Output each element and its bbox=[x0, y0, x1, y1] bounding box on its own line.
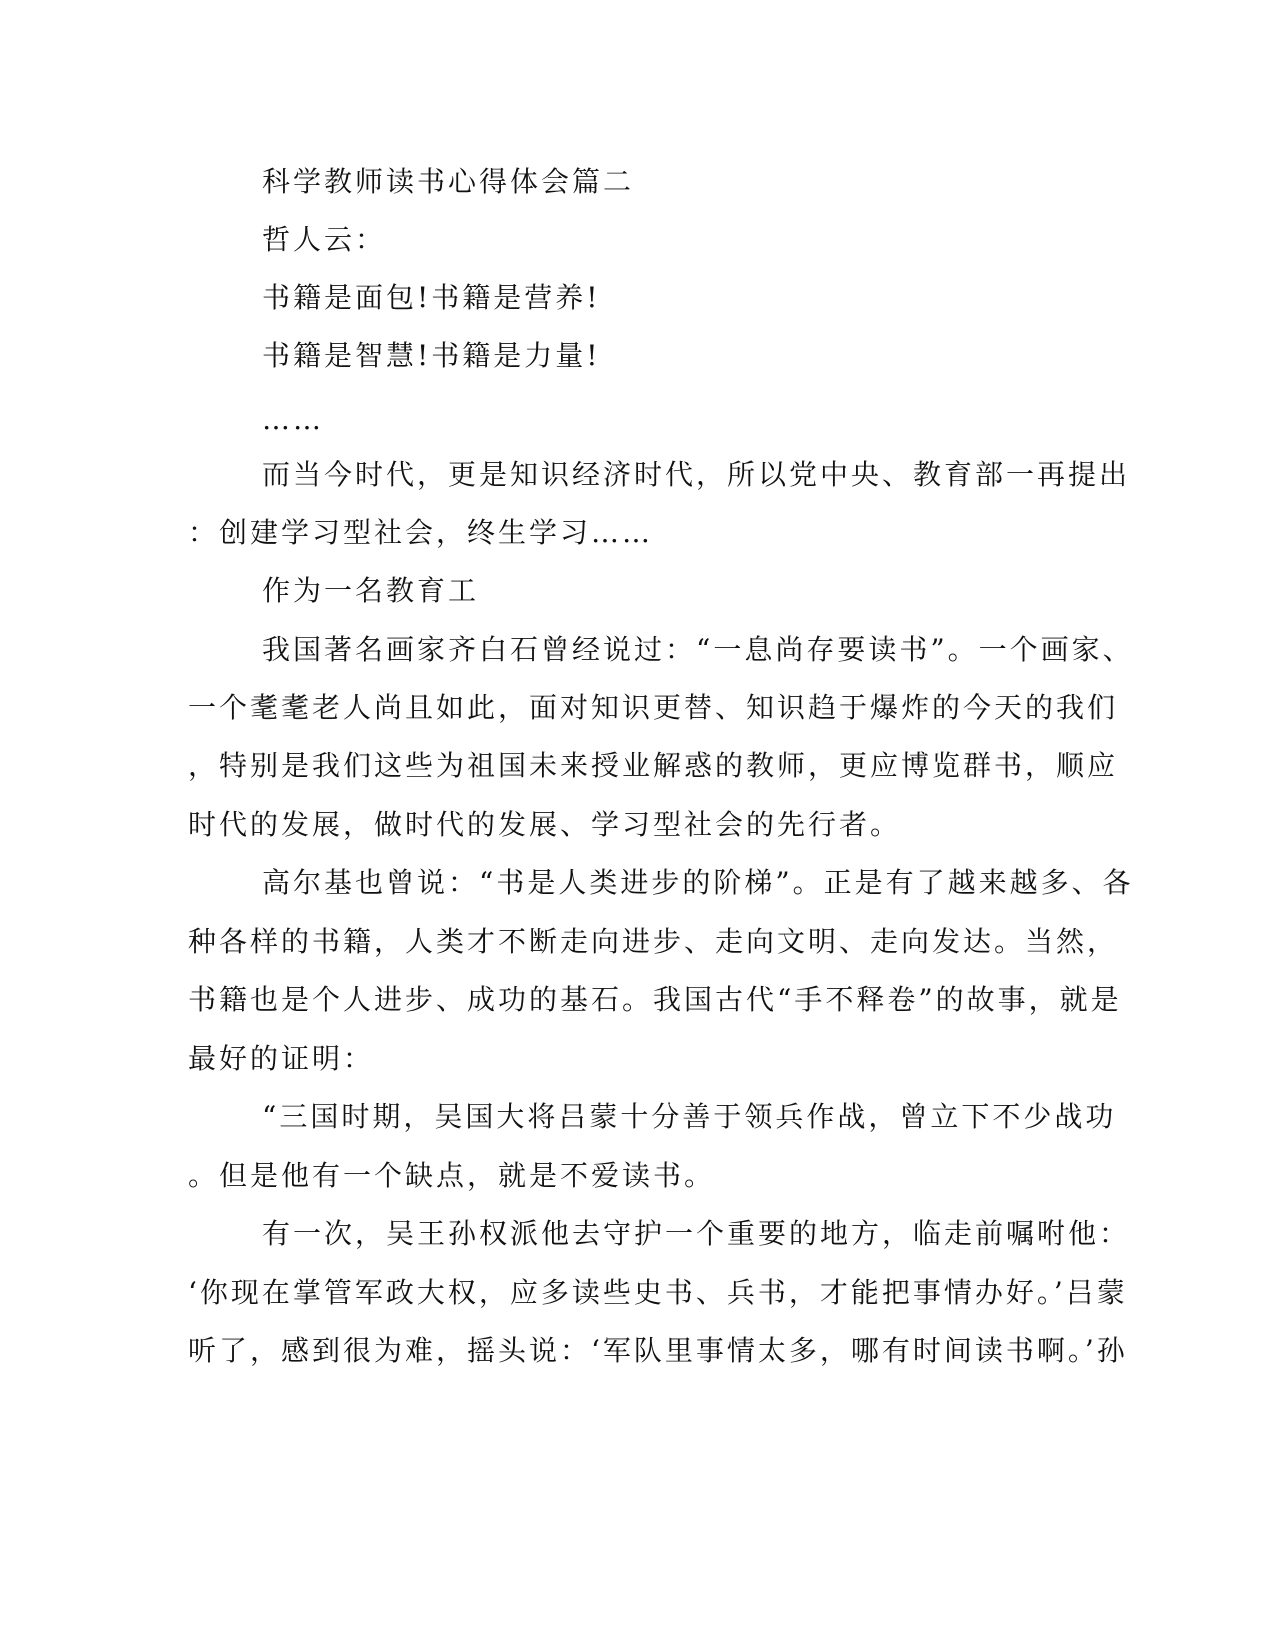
text-line: 种各样的书籍，人类才不断走向进步、走向文明、走向发达。当然， bbox=[188, 925, 1119, 958]
text-line: 书籍是面包!书籍是营养! bbox=[262, 281, 601, 314]
text-line: 哲人云： bbox=[262, 223, 387, 256]
text-line: 一个耄耄老人尚且如此，面对知识更替、知识趋于爆炸的今天的我们 bbox=[188, 691, 1119, 724]
text-line: 作为一名教育工 bbox=[262, 574, 480, 607]
text-line: 有一次，吴王孙权派他去守护一个重要的地方，临走前嘱咐他： bbox=[262, 1217, 1131, 1250]
text-line: 我国著名画家齐白石曾经说过：“一息尚存要读书”。一个画家、 bbox=[262, 633, 1134, 666]
text-line: …… bbox=[262, 403, 324, 436]
text-line: ‘你现在掌管军政大权，应多读些史书、兵书，才能把事情办好。’吕蒙 bbox=[188, 1276, 1128, 1309]
document-title: 科学教师读书心得体会篇二 bbox=[262, 165, 635, 198]
text-line: 书籍也是个人进步、成功的基石。我国古代“手不释卷”的故事，就是 bbox=[188, 983, 1122, 1016]
text-line: ：创建学习型社会，终生学习…… bbox=[188, 516, 654, 549]
text-line: “三国时期，吴国大将吕蒙十分善于领兵作战，曾立下不少战功 bbox=[262, 1100, 1117, 1133]
text-line: 听了，感到很为难，摇头说：‘军队里事情太多，哪有时间读书啊。’孙 bbox=[188, 1334, 1128, 1367]
text-line: 时代的发展，做时代的发展、学习型社会的先行者。 bbox=[188, 808, 902, 841]
text-line: 而当今时代，更是知识经济时代，所以党中央、教育部一再提出 bbox=[262, 458, 1131, 491]
text-line: 。但是他有一个缺点，就是不爱读书。 bbox=[188, 1159, 716, 1192]
text-line: 最好的证明： bbox=[188, 1042, 375, 1075]
text-line: 书籍是智慧!书籍是力量! bbox=[262, 339, 601, 372]
text-line: ，特别是我们这些为祖国未来授业解惑的教师，更应博览群书，顺应 bbox=[188, 749, 1119, 782]
text-line: 高尔基也曾说：“书是人类进步的阶梯”。正是有了越来越多、各 bbox=[262, 866, 1134, 899]
